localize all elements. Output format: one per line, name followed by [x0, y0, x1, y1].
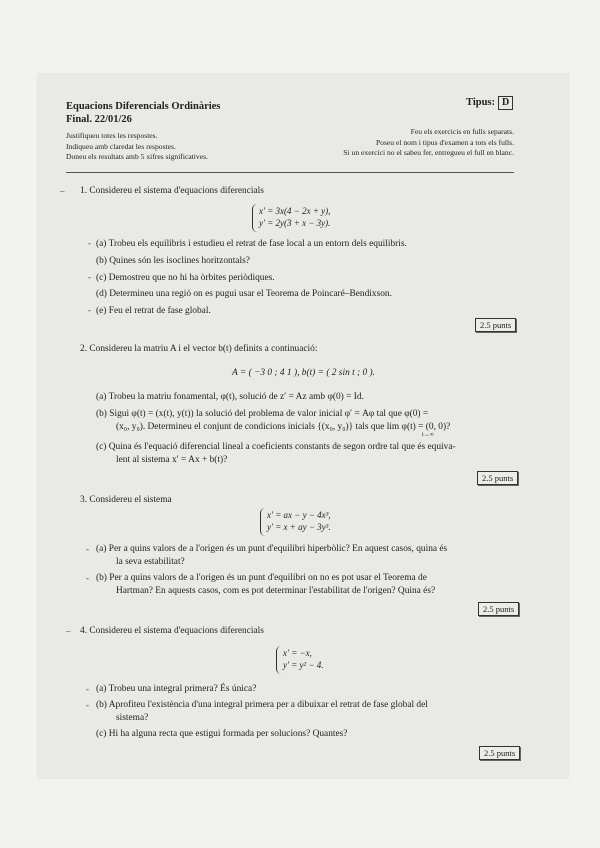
- question-part: la seva estabilitat?: [116, 557, 185, 567]
- question-part: Hartman? En aquests casos, com es pot determinar l'estabilitat de l'origen? Quina és?: [116, 586, 436, 596]
- question-part: (d) Determineu una regió on es pugui usar el Teorema de Poincaré–Bendixson.: [96, 289, 392, 299]
- instruction-line: Justifiqueu totes les respostes.: [66, 131, 158, 140]
- equation: x′ = 3x(4 − 2x + y),: [259, 206, 331, 216]
- question-part: (a) Trobeu els equilibris i estudieu el retrat de fase local a un entorn dels equilibris.: [96, 239, 407, 249]
- question-4: [80, 626, 264, 636]
- points-box: 2.5 punts: [479, 746, 520, 760]
- header-divider: [66, 172, 514, 173]
- system-equations: [283, 647, 324, 671]
- question-2: [80, 344, 317, 354]
- tipus-label: Tipus:: [466, 97, 495, 108]
- equation: y′ = 2y(3 + x − 3y).: [259, 218, 331, 228]
- question-part: lent al sistema x′ = Ax + b(t)?: [116, 455, 228, 465]
- question-intro: Considereu el sistema d'equacions diferencials: [89, 186, 264, 196]
- instruction-line: Poseu el nom i tipus d'examen a tots els fulls.: [375, 137, 514, 147]
- question-part: (e) Feu el retrat de fase global.: [96, 306, 211, 316]
- question-part: sistema?: [116, 713, 149, 723]
- equation: x′ = −x,: [283, 648, 312, 658]
- instruction-line: Feu els exercicis en fulls separats.: [410, 127, 514, 136]
- tipus-value: D: [498, 96, 513, 110]
- equation: x′ = ax − y − 4x³,: [267, 510, 331, 520]
- question-part: (b) Per a quins valors de a l'origen és un punt d'equilibri on no es pot usar el Teorema de: [96, 573, 427, 583]
- question-number: 2.: [80, 344, 88, 354]
- points-box: 2.5 punts: [475, 318, 516, 332]
- question-part: (c) Quina és l'equació diferencial lineal a coeficients constants de segon ordre tal que és equiva-: [96, 442, 456, 452]
- question-1: [80, 186, 264, 196]
- equation: y′ = y² − 4.: [283, 660, 324, 670]
- question-number: 4.: [80, 626, 88, 636]
- instructions-right: [343, 127, 514, 159]
- question-part: (b) Aprofiteu l'existència d'una integral primera per a dibuixar el retrat de fase global del: [96, 700, 428, 710]
- exam-date: Final. 22/01/26: [66, 114, 132, 125]
- question-intro: Considereu el sistema: [89, 495, 172, 505]
- question-part: (c) Hi ha alguna recta que estigui formada per solucions? Quantes?: [96, 729, 348, 739]
- pen-mark: -: [88, 238, 91, 248]
- instruction-line: Indiqueu amb claredat les respostes.: [66, 141, 176, 151]
- equation: y′ = x + ay − 3y³.: [267, 522, 331, 532]
- tipus-field: [466, 96, 513, 110]
- pen-mark: -: [88, 272, 91, 282]
- pen-mark: -: [86, 700, 89, 710]
- question-number: 1.: [80, 186, 88, 196]
- system-equations: [259, 205, 330, 229]
- pen-mark: –: [60, 186, 65, 196]
- question-part: (a) Trobeu la matriu fonamental, φ(t), solució de z′ = Az amb φ(0) = Id.: [96, 392, 364, 402]
- course-title: Equacions Diferencials Ordinàries: [66, 101, 221, 112]
- question-intro: Considereu la matriu A i el vector b(t) definits a continuació:: [89, 344, 318, 354]
- matrix-definition: A = ( −3 0 ; 4 1 ), b(t) = ( 2 sin t ; 0 ).: [232, 368, 376, 378]
- question-part: (b) Quines són les isoclines horitzontals?: [96, 256, 250, 266]
- instruction-line: Si un exercici no el sabeu fer, entregueu el full en blanc.: [343, 148, 514, 157]
- system-brace: [260, 508, 267, 536]
- points-box: 2.5 punts: [477, 471, 518, 485]
- question-part: (a) Per a quins valors de a l'origen és un punt d'equilibri hiperbòlic? En aquest casos, quina és: [96, 544, 448, 554]
- limit-subscript: t→∞: [422, 432, 434, 438]
- system-equations: [267, 509, 331, 533]
- question-3: [80, 495, 172, 505]
- system-brace: [276, 646, 283, 674]
- question-part: (b) Sigui φ(t) = (x(t), y(t)) la solució del problema de valor inicial φ′ = Aφ tal que φ(0) =: [96, 409, 429, 419]
- instructions-left: [66, 131, 208, 163]
- pen-mark: -: [86, 684, 89, 694]
- question-part: (x₀, y₀). Determineu el conjunt de condicions inicials {(x₀, y₀)} tals que lim φ(t) = (0, 0)?: [116, 422, 451, 432]
- system-brace: [252, 204, 259, 232]
- instruction-line: Doneu els resultats amb 5 xifres significatives.: [66, 152, 208, 161]
- question-part: (c) Demostreu que no hi ha òrbites periòdiques.: [96, 273, 275, 283]
- pen-mark: -: [88, 305, 91, 315]
- pen-mark: -: [86, 544, 89, 554]
- question-intro: Considereu el sistema d'equacions diferencials: [89, 626, 264, 636]
- points-box: 2.5 punts: [478, 602, 519, 616]
- question-number: 3.: [80, 495, 88, 505]
- question-part: (a) Trobeu una integral primera? És única?: [96, 684, 257, 694]
- pen-mark: –: [66, 626, 71, 636]
- pen-mark: -: [86, 573, 89, 583]
